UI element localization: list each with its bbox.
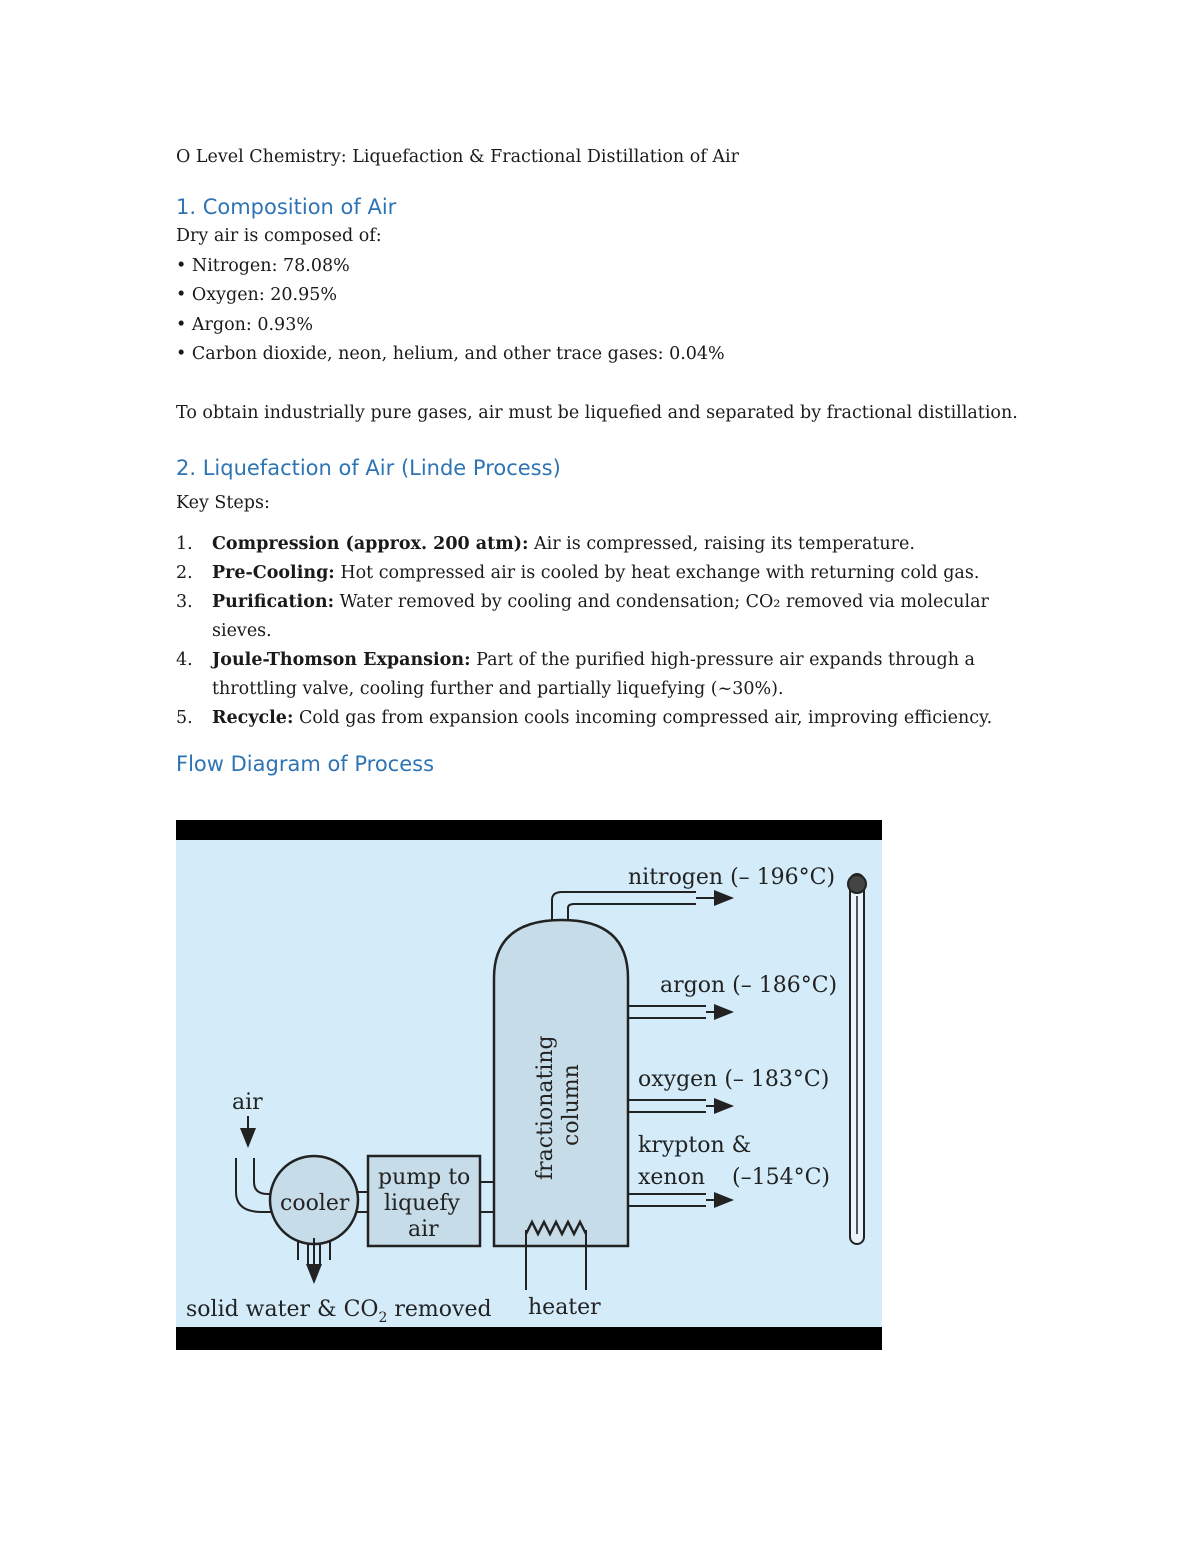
document-body bbox=[176, 140, 1026, 779]
list-item: 2. Pre-Cooling: Hot compressed air is cooled by heat exchange with returning cold gas. bbox=[176, 563, 980, 583]
krypton-label-line2: xenon bbox=[638, 1165, 706, 1190]
column-label-line2: column bbox=[559, 1064, 584, 1146]
pump-label-line3: air bbox=[408, 1217, 439, 1242]
list-item: 3. Purification: Water removed by cooling and condensation; CO₂ removed via molecular sieves. bbox=[176, 592, 989, 641]
heater-label: heater bbox=[528, 1295, 601, 1320]
section-heading-liquefaction: 2. Liquefaction of Air (Linde Process) bbox=[176, 455, 561, 480]
list-item: 4. Joule-Thomson Expansion: Part of the purified high-pressure air expands through a throttling valve, cooling further and partially liquefying (~30%). bbox=[176, 650, 975, 699]
list-item: • Oxygen: 20.95% bbox=[176, 281, 1026, 311]
composition-list bbox=[176, 252, 1026, 370]
section-heading-composition: 1. Composition of Air bbox=[176, 195, 397, 219]
solid-removed-label: solid water & $CO_2$ removed bbox=[186, 1297, 492, 1326]
flow-diagram bbox=[176, 820, 882, 1350]
krypton-label-line1: krypton & bbox=[638, 1133, 752, 1158]
steps-list bbox=[176, 530, 1026, 733]
krypton-temp-label: (–154°C) bbox=[732, 1165, 830, 1190]
list-item: • Argon: 0.93% bbox=[176, 311, 1026, 341]
key-steps-label: Key Steps: bbox=[176, 492, 270, 513]
oxygen-label: oxygen (– 183°C) bbox=[638, 1067, 830, 1092]
composition-intro: Dry air is composed of: bbox=[176, 226, 382, 246]
cooler-label: cooler bbox=[280, 1191, 350, 1216]
pump-label-line2: liquefy bbox=[384, 1191, 460, 1216]
air-label: air bbox=[232, 1090, 263, 1115]
section-heading-flow-diagram: Flow Diagram of Process bbox=[176, 752, 435, 776]
list-item: 5. Recycle: Cold gas from expansion cools incoming compressed air, improving efficiency. bbox=[176, 708, 993, 728]
list-item: • Carbon dioxide, neon, helium, and other trace gases: 0.04% bbox=[176, 340, 1026, 370]
list-item: 1. Compression (approx. 200 atm): Air is compressed, raising its temperature. bbox=[176, 534, 915, 554]
document-title: O Level Chemistry: Liquefaction & Fractional Distillation of Air bbox=[176, 147, 739, 167]
column-label-line1: fractionating bbox=[533, 1035, 558, 1180]
thermometer-bulb bbox=[848, 875, 866, 893]
composition-closing: To obtain industrially pure gases, air must be liquefied and separated by fractional distillation. bbox=[176, 402, 1018, 423]
nitrogen-label: nitrogen (– 196°C) bbox=[628, 865, 836, 890]
list-item: • Nitrogen: 78.08% bbox=[176, 252, 1026, 282]
argon-label: argon (– 186°C) bbox=[660, 973, 838, 998]
pump-label-line1: pump to bbox=[378, 1165, 471, 1190]
